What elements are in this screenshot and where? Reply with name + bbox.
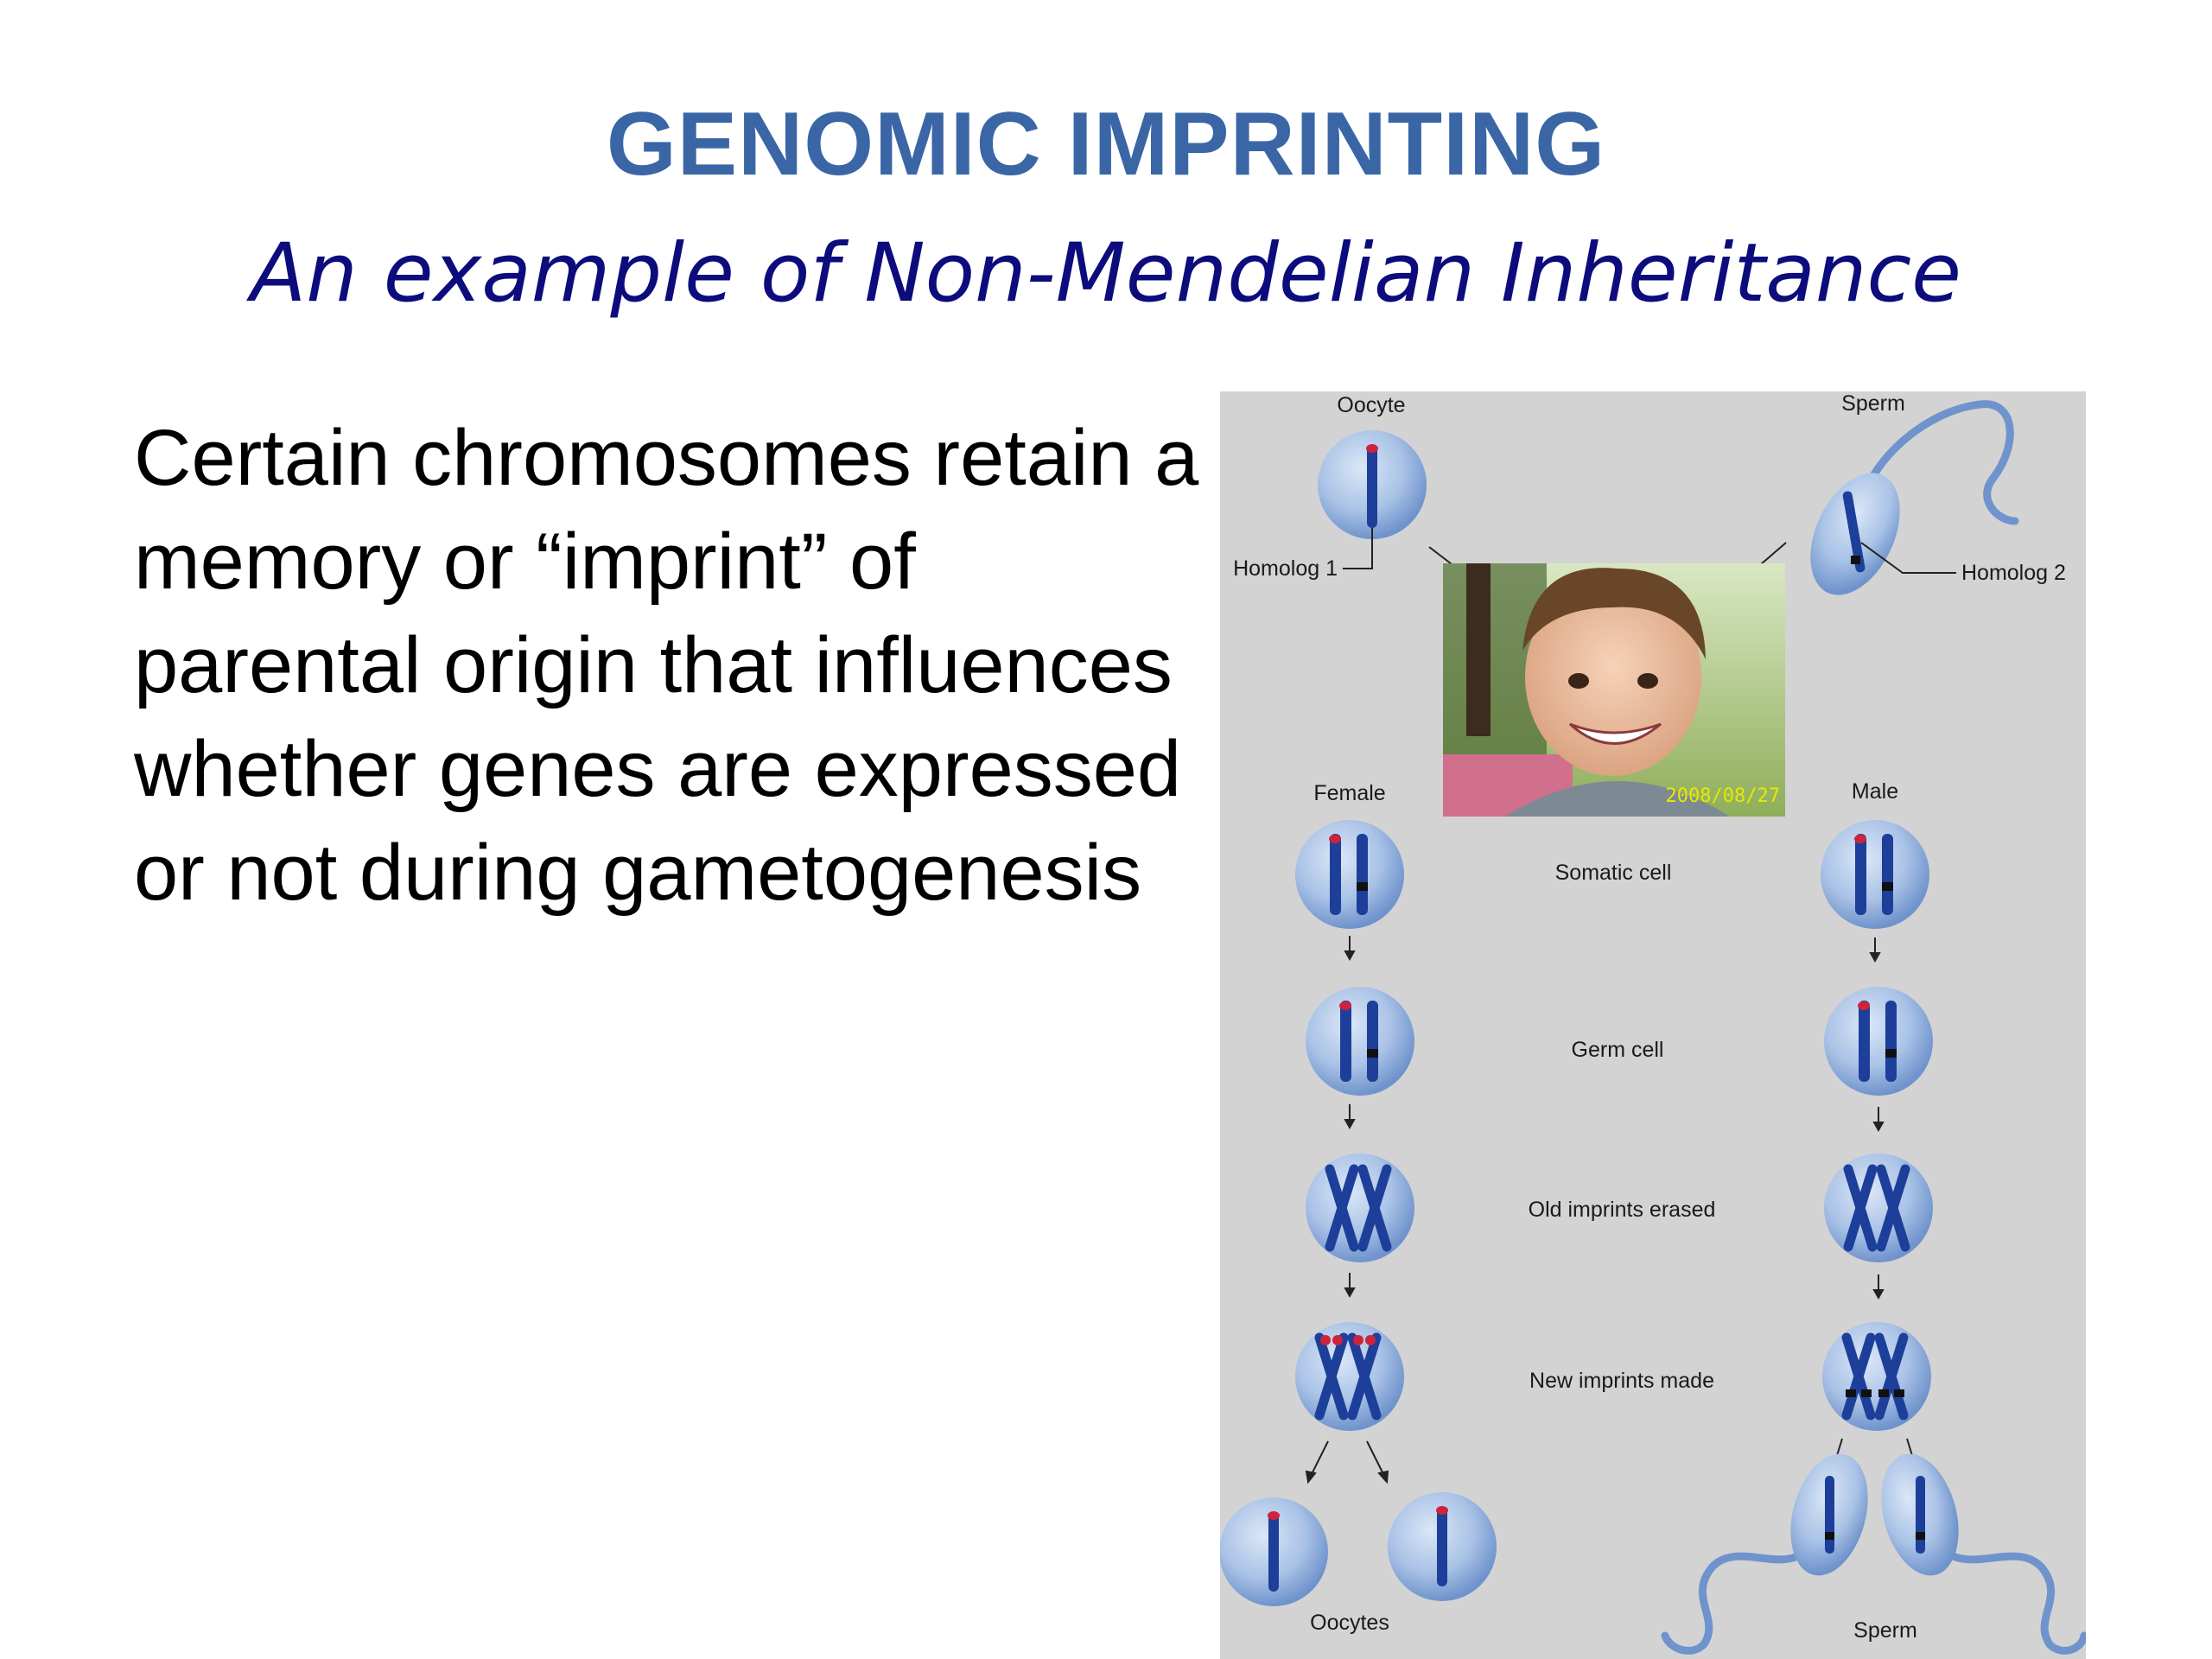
slide-title: GENOMIC IMPRINTING xyxy=(606,94,1606,194)
somatic-cell-label: Somatic cell xyxy=(1554,861,1672,885)
oocyte-bottom-left xyxy=(1220,1497,1328,1606)
sperm-bottom-label: Sperm xyxy=(1853,1618,1917,1643)
sperm-top-label: Sperm xyxy=(1841,391,1905,416)
imprinting-diagram xyxy=(1220,391,2086,1659)
homolog-2-label: Homolog 2 xyxy=(1961,561,2066,585)
female-label: Female xyxy=(1313,781,1386,805)
homolog-1-label: Homolog 1 xyxy=(1233,556,1338,581)
body-paragraph: Certain chromosomes retain a memory or “imprint” of parental origin that influences whether genes are expressed or not during gametogenesis xyxy=(134,414,1199,917)
female-somatic-cell xyxy=(1295,820,1404,929)
oocytes-label: Oocytes xyxy=(1310,1611,1389,1635)
female-new-imprint-cell xyxy=(1295,1322,1404,1431)
child-photo xyxy=(1443,563,1785,817)
oocyte-bottom-right xyxy=(1388,1492,1497,1601)
male-label: Male xyxy=(1851,779,1899,804)
male-erased-cell xyxy=(1824,1154,1933,1262)
male-germ-cell xyxy=(1824,987,1933,1096)
male-somatic-cell xyxy=(1821,820,1929,929)
oocyte-label: Oocyte xyxy=(1337,393,1406,417)
germ-cell-label: Germ cell xyxy=(1571,1038,1664,1062)
female-erased-cell xyxy=(1306,1154,1414,1262)
female-germ-cell xyxy=(1306,987,1414,1096)
imprinting-diagram-svg xyxy=(1220,391,2086,1659)
slide-subtitle: An example of Non-Mendelian Inheritance xyxy=(250,226,1961,321)
photo-timestamp: 2008/08/27 xyxy=(1665,785,1780,807)
new-imprints-made-label: New imprints made xyxy=(1529,1369,1714,1393)
old-imprints-erased-label: Old imprints erased xyxy=(1528,1198,1716,1222)
male-new-imprint-cell xyxy=(1822,1322,1931,1431)
oocyte-cell xyxy=(1318,430,1427,539)
